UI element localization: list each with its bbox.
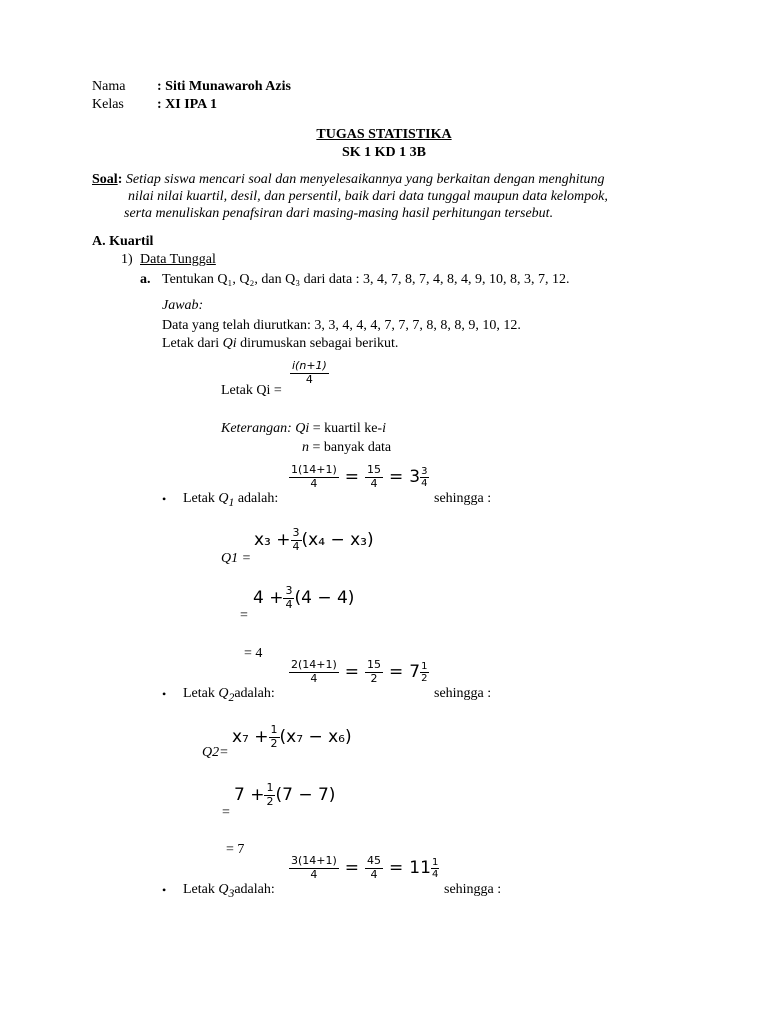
keterangan-qi-text: = kuartil ke- (309, 421, 383, 436)
q1-step2-frac-den: 4 (285, 597, 293, 611)
q1-step1-frac (291, 527, 302, 553)
q2-mixed-frac (420, 661, 428, 684)
letak-q1-pre: Letak (183, 491, 219, 506)
keterangan-qi-symbol: Qi (295, 421, 310, 436)
letak-q1-q: Q (218, 491, 229, 506)
q2-frac-2 (365, 659, 383, 685)
nama-label: Nama (92, 79, 126, 94)
q1-step2-eq: = (240, 608, 248, 623)
q1-step2-frac (283, 585, 294, 611)
q2-mixed-den: 2 (421, 672, 428, 684)
q2-step1-frac-num: 1 (270, 723, 278, 736)
letak-q2-calc (289, 659, 429, 685)
q1-result: = 4 (244, 646, 263, 661)
item-a-question: Tentukan Q₁, Q₂, dan Q₃ dari data : 3, 4, 7, 8, 7, 4, 8, 4, 9, 10, 8, 3, 7, 12. (162, 272, 570, 287)
soal-text-3: serta menuliskan penafsiran dari masing-masing hasil perhitungan tersebut. (124, 206, 554, 221)
q1-frac-2-num: 15 (367, 463, 382, 476)
q1-frac-2 (365, 464, 383, 490)
q2-eq-1: = (344, 661, 360, 682)
q1-mixed-den: 4 (421, 477, 428, 489)
q1-step1-frac-den: 4 (292, 539, 300, 553)
q2-step-1 (232, 724, 352, 750)
q2-step2-a: 7 + (234, 784, 265, 805)
q3-sehingga: sehingga : (444, 882, 502, 897)
q3-frac-1-num: 3(14+1) (291, 854, 337, 867)
letak-intro (162, 336, 398, 353)
letak-intro-pre: Letak dari (162, 336, 223, 351)
q1-step1-b: (x₄ − x₃) (301, 529, 374, 550)
bullet-q3: • (162, 883, 167, 897)
document-subtitle: SK 1 KD 1 3B (341, 145, 426, 160)
keterangan-qi (221, 421, 386, 438)
letak-q2-pre: Letak (183, 686, 219, 701)
q1-eq-1: = (344, 466, 360, 487)
q1-mixed-num: 3 (421, 465, 428, 477)
q3-mixed-den: 4 (431, 868, 439, 880)
q3-frac-2-den: 4 (370, 867, 378, 881)
letak-qi-formula (290, 360, 329, 386)
q3-frac-2-num: 45 (367, 854, 382, 867)
q2-step2-frac (264, 782, 275, 808)
q2-step2-frac-num: 1 (266, 781, 274, 794)
formula-numerator: i(n+1) (292, 359, 327, 372)
soal-label: Soal (92, 172, 118, 187)
bullet-q1: • (162, 492, 167, 506)
q1-step2-a: 4 + (253, 587, 284, 608)
keterangan-n-text: = banyak data (309, 440, 392, 455)
q1-frac-1 (289, 464, 339, 490)
q2-eq-2: = (389, 661, 404, 682)
letak-q1-post: adalah: (234, 491, 279, 506)
q2-step1-frac-den: 2 (270, 736, 278, 750)
letak-intro-post: dirumuskan sebagai berikut. (236, 336, 399, 351)
kelas-label: Kelas (92, 97, 124, 112)
q2-result: = 7 (226, 842, 245, 857)
q3-eq-1: = (344, 857, 360, 878)
q2-frac-1-den: 4 (310, 671, 318, 685)
q2-frac-1 (289, 659, 339, 685)
letak-q2-post: adalah: (234, 686, 275, 701)
letak-q2-q: Q (218, 686, 229, 701)
soal-line-1 (92, 172, 605, 189)
q2-step-2 (234, 782, 335, 808)
document-title: TUGAS STATISTIKA (316, 127, 452, 142)
q2-step1-b: (x₇ − x₆) (279, 726, 352, 747)
q2-step1-frac (269, 724, 280, 750)
q1-frac-2-den: 4 (370, 476, 378, 490)
letak-q3-q: Q (218, 882, 229, 897)
q1-lhs: Q1 = (221, 551, 252, 566)
q2-step2-eq: = (222, 805, 230, 820)
q1-step2-frac-num: 3 (285, 584, 293, 597)
q1-frac-1-num: 1(14+1) (291, 463, 337, 476)
q2-sehingga: sehingga : (434, 686, 492, 701)
q2-lhs: Q2= (202, 745, 229, 760)
q1-frac-1-den: 4 (310, 476, 318, 490)
keterangan-n (302, 440, 391, 457)
sorted-data: Data yang telah diurutkan: 3, 3, 4, 4, 4, 7, 7, 7, 8, 8, 8, 9, 10, 12. (162, 318, 521, 333)
q3-frac-2 (365, 855, 383, 881)
q1-step-2 (253, 585, 354, 611)
letak-q3-post: adalah: (234, 882, 275, 897)
letak-q3-sub: 3 (228, 886, 235, 900)
subsection-num: 1) (121, 252, 133, 267)
q2-mixed-whole: 7 (409, 661, 421, 682)
q3-frac-1-den: 4 (310, 867, 318, 881)
q1-sehingga: sehingga : (434, 491, 492, 506)
soal-text-2: nilai nilai kuartil, desil, dan persentil, baik dari data tunggal maupun data kelompok, (128, 189, 608, 204)
q2-step2-frac-den: 2 (266, 794, 274, 808)
q3-mixed-whole: 11 (409, 857, 431, 878)
item-a-label: a. (140, 272, 151, 287)
keterangan-n-symbol: n (302, 440, 309, 455)
q1-mixed-frac (420, 466, 428, 489)
bullet-q2: • (162, 687, 167, 701)
formula-denominator: 4 (305, 372, 313, 386)
subsection-data-tunggal: Data Tunggal (140, 252, 216, 267)
q2-step1-a: x₇ + (232, 726, 269, 747)
letak-q2-sub: 2 (228, 690, 235, 704)
letak-q2-label (183, 686, 275, 705)
q2-frac-2-num: 15 (367, 658, 382, 671)
nama-value: : Siti Munawaroh Azis (157, 79, 291, 94)
kelas-value: : XI IPA 1 (157, 97, 218, 112)
q2-step2-b: (7 − 7) (275, 784, 336, 805)
letak-q1-sub: 1 (228, 495, 235, 509)
keterangan-label: Keterangan: (221, 421, 292, 436)
q3-mixed-frac (431, 857, 439, 880)
letak-qi-label: Letak Qi = (221, 383, 282, 398)
letak-q3-calc (289, 855, 439, 881)
letak-intro-qi: Qi (222, 336, 237, 351)
q1-mixed-whole: 3 (409, 466, 421, 487)
q3-frac-1 (289, 855, 339, 881)
section-a-heading: A. Kuartil (92, 234, 154, 249)
q1-step1-a: x₃ + (254, 529, 291, 550)
letak-q3-pre: Letak (183, 882, 219, 897)
letak-q1-calc (289, 464, 429, 490)
q2-frac-2-den: 2 (370, 671, 378, 685)
letak-q1-label (183, 491, 278, 510)
jawab-label: Jawab: (162, 298, 204, 313)
q2-frac-1-num: 2(14+1) (291, 658, 337, 671)
letak-q3-label (183, 882, 275, 901)
soal-text-1: Setiap siswa mencari soal dan menyelesaikannya yang berkaitan dengan menghitung (125, 172, 605, 187)
q2-mixed-num: 1 (421, 660, 428, 672)
q1-step2-b: (4 − 4) (294, 587, 355, 608)
keterangan-i: i (382, 421, 386, 436)
q3-mixed-num: 1 (431, 856, 439, 868)
q3-eq-2: = (389, 857, 404, 878)
q1-step-1 (254, 527, 374, 553)
soal-colon: : (117, 172, 123, 187)
q1-step1-frac-num: 3 (292, 526, 300, 539)
q1-eq-2: = (389, 466, 404, 487)
